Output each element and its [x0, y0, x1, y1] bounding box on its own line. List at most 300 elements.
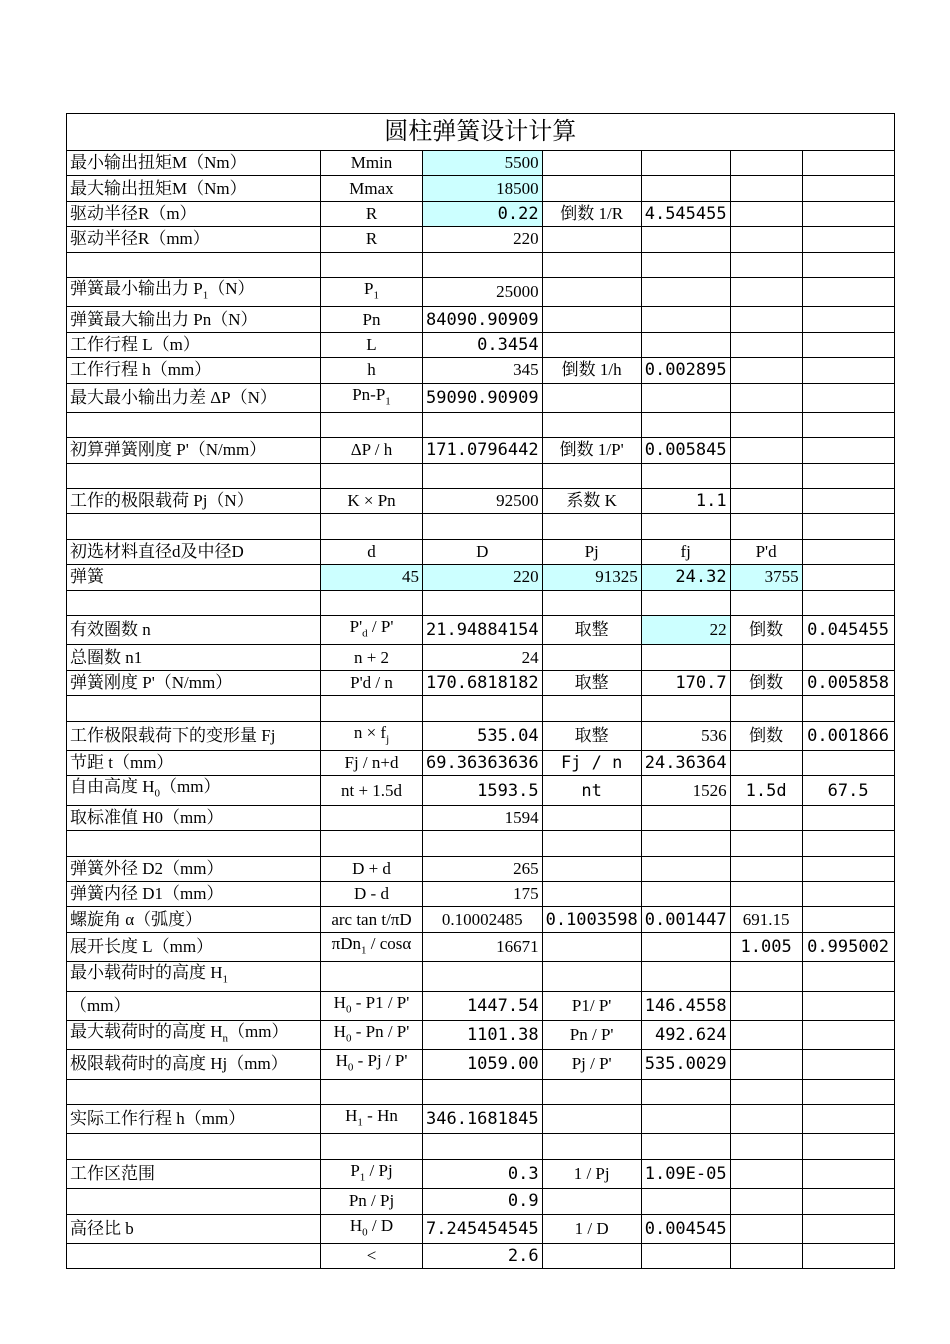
cell-r23-c2[interactable]: [423, 750, 543, 775]
cell-r0-c3[interactable]: [542, 151, 641, 176]
cell-r38-c3[interactable]: [542, 1159, 641, 1188]
cell-r13-c0[interactable]: [67, 489, 321, 514]
cell-r1-c0[interactable]: [67, 176, 321, 201]
cell-r17-c2[interactable]: [423, 590, 543, 615]
cell-r11-c2[interactable]: [423, 438, 543, 463]
cell-r22-c4[interactable]: [641, 721, 730, 750]
cell-r2-c4[interactable]: [641, 201, 730, 226]
cell-r39-c6[interactable]: [802, 1189, 894, 1214]
cell-r21-c2[interactable]: [423, 696, 543, 721]
cell-r6-c2[interactable]: [423, 307, 543, 332]
cell-r1-c1[interactable]: [321, 176, 423, 201]
cell-r35-c2[interactable]: [423, 1079, 543, 1104]
cell-r26-c1[interactable]: [321, 831, 423, 856]
cell-r29-c0[interactable]: [67, 907, 321, 932]
cell-r30-c2[interactable]: [423, 932, 543, 961]
cell-r40-c3[interactable]: [542, 1214, 641, 1243]
cell-r8-c1[interactable]: [321, 358, 423, 383]
cell-r6-c6[interactable]: [802, 307, 894, 332]
cell-r8-c2[interactable]: [423, 358, 543, 383]
cell-r35-c0[interactable]: [67, 1079, 321, 1104]
cell-r4-c1[interactable]: [321, 252, 423, 277]
cell-r33-c1[interactable]: [321, 1020, 423, 1049]
cell-r1-c6[interactable]: [802, 176, 894, 201]
cell-r34-c2[interactable]: [423, 1050, 543, 1079]
cell-r26-c6[interactable]: [802, 831, 894, 856]
cell-r32-c4[interactable]: [641, 991, 730, 1020]
cell-r38-c0[interactable]: [67, 1159, 321, 1188]
cell-r33-c0[interactable]: [67, 1020, 321, 1049]
cell-r36-c1[interactable]: [321, 1105, 423, 1134]
cell-r32-c2[interactable]: [423, 991, 543, 1020]
cell-r20-c1[interactable]: [321, 670, 423, 695]
cell-r0-c1[interactable]: [321, 151, 423, 176]
cell-r29-c5[interactable]: [730, 907, 802, 932]
cell-r34-c3[interactable]: [542, 1050, 641, 1079]
cell-r23-c3[interactable]: [542, 750, 641, 775]
cell-r9-c6[interactable]: [802, 383, 894, 412]
cell-text: 实际工作行程 h（mm）: [70, 1109, 246, 1129]
cell-r8-c0[interactable]: [67, 358, 321, 383]
cell-r5-c4[interactable]: [641, 277, 730, 306]
cell-r8-c5[interactable]: [730, 358, 802, 383]
cell-r5-c3[interactable]: [542, 277, 641, 306]
cell-r2-c3[interactable]: [542, 201, 641, 226]
cell-r20-c2[interactable]: [423, 670, 543, 695]
cell-r16-c2[interactable]: [423, 565, 543, 590]
cell-r37-c3[interactable]: [542, 1134, 641, 1159]
cell-r28-c3[interactable]: [542, 881, 641, 906]
cell-r0-c6[interactable]: [802, 151, 894, 176]
cell-r19-c1[interactable]: [321, 645, 423, 670]
cell-r18-c2[interactable]: [423, 616, 543, 645]
cell-r26-c3[interactable]: [542, 831, 641, 856]
cell-r27-c0[interactable]: [67, 856, 321, 881]
cell-r29-c6[interactable]: [802, 907, 894, 932]
cell-r24-c5[interactable]: [730, 776, 802, 805]
cell-r17-c6[interactable]: [802, 590, 894, 615]
cell-text: 初算弹簧刚度 P'（N/mm）: [70, 440, 267, 460]
cell-r35-c5[interactable]: [730, 1079, 802, 1104]
cell-r0-c0[interactable]: [67, 151, 321, 176]
cell-r33-c6[interactable]: [802, 1020, 894, 1049]
cell-r3-c6[interactable]: [802, 227, 894, 252]
cell-r15-c2[interactable]: [423, 539, 543, 564]
cell-r11-c5[interactable]: [730, 438, 802, 463]
cell-r18-c6[interactable]: [802, 616, 894, 645]
cell-r25-c0[interactable]: [67, 805, 321, 830]
cell-r12-c1[interactable]: [321, 463, 423, 488]
cell-r23-c5[interactable]: [730, 750, 802, 775]
cell-r40-c4[interactable]: [641, 1214, 730, 1243]
cell-r20-c4[interactable]: [641, 670, 730, 695]
cell-text: 自由高度 H: [70, 777, 155, 797]
cell-r2-c5[interactable]: [730, 201, 802, 226]
cell-r33-c2[interactable]: [423, 1020, 543, 1049]
cell-r30-c5[interactable]: [730, 932, 802, 961]
cell-r19-c3[interactable]: [542, 645, 641, 670]
cell-r38-c4[interactable]: [641, 1159, 730, 1188]
cell-r34-c5[interactable]: [730, 1050, 802, 1079]
cell-r9-c4[interactable]: [641, 383, 730, 412]
cell-r41-c4[interactable]: [641, 1244, 730, 1269]
cell-r41-c5[interactable]: [730, 1244, 802, 1269]
cell-r11-c3[interactable]: [542, 438, 641, 463]
cell-r6-c0[interactable]: [67, 307, 321, 332]
cell-r20-c3[interactable]: [542, 670, 641, 695]
cell-r32-c5[interactable]: [730, 991, 802, 1020]
cell-r35-c3[interactable]: [542, 1079, 641, 1104]
cell-r41-c6[interactable]: [802, 1244, 894, 1269]
cell-r19-c2[interactable]: [423, 645, 543, 670]
cell-r27-c6[interactable]: [802, 856, 894, 881]
cell-r16-c1[interactable]: [321, 565, 423, 590]
cell-r23-c1[interactable]: [321, 750, 423, 775]
cell-r25-c2[interactable]: [423, 805, 543, 830]
cell-r28-c5[interactable]: [730, 881, 802, 906]
cell-r11-c6[interactable]: [802, 438, 894, 463]
cell-text: H: [349, 1215, 363, 1235]
cell-r26-c2[interactable]: [423, 831, 543, 856]
cell-r9-c3[interactable]: [542, 383, 641, 412]
cell-r31-c4[interactable]: [641, 962, 730, 991]
cell-r19-c0[interactable]: [67, 645, 321, 670]
cell-r39-c3[interactable]: [542, 1189, 641, 1214]
cell-r38-c6[interactable]: [802, 1159, 894, 1188]
cell-r7-c1[interactable]: [321, 332, 423, 357]
table-row: [67, 750, 895, 775]
cell-r4-c3[interactable]: [542, 252, 641, 277]
cell-r16-c5[interactable]: [730, 565, 802, 590]
cell-r36-c4[interactable]: [641, 1105, 730, 1134]
cell-r32-c1[interactable]: [321, 991, 423, 1020]
cell-r39-c4[interactable]: [641, 1189, 730, 1214]
cell-r25-c6[interactable]: [802, 805, 894, 830]
cell-r26-c0[interactable]: [67, 831, 321, 856]
cell-r9-c0[interactable]: [67, 383, 321, 412]
cell-r6-c3[interactable]: [542, 307, 641, 332]
cell-r3-c2[interactable]: [423, 227, 543, 252]
cell-r30-c1[interactable]: [321, 932, 423, 961]
cell-r11-c4[interactable]: [641, 438, 730, 463]
cell-r10-c3[interactable]: [542, 412, 641, 437]
cell-r14-c2[interactable]: [423, 514, 543, 539]
cell-r11-c1[interactable]: [321, 438, 423, 463]
cell-r32-c0[interactable]: [67, 991, 321, 1020]
cell-r18-c5[interactable]: [730, 616, 802, 645]
cell-r2-c6[interactable]: [802, 201, 894, 226]
cell-text: 265: [513, 858, 539, 878]
cell-r10-c0[interactable]: [67, 412, 321, 437]
cell-r27-c3[interactable]: [542, 856, 641, 881]
cell-r24-c6[interactable]: [802, 776, 894, 805]
cell-r4-c5[interactable]: [730, 252, 802, 277]
cell-r23-c6[interactable]: [802, 750, 894, 775]
cell-r10-c5[interactable]: [730, 412, 802, 437]
cell-r37-c1[interactable]: [321, 1134, 423, 1159]
cell-r14-c1[interactable]: [321, 514, 423, 539]
cell-r26-c5[interactable]: [730, 831, 802, 856]
cell-r20-c5[interactable]: [730, 670, 802, 695]
cell-r15-c5[interactable]: [730, 539, 802, 564]
cell-r0-c5[interactable]: [730, 151, 802, 176]
cell-r8-c3[interactable]: [542, 358, 641, 383]
cell-r36-c3[interactable]: [542, 1105, 641, 1134]
cell-r19-c4[interactable]: [641, 645, 730, 670]
cell-r40-c0[interactable]: [67, 1214, 321, 1243]
cell-r17-c1[interactable]: [321, 590, 423, 615]
cell-r5-c1[interactable]: [321, 277, 423, 306]
cell-r3-c4[interactable]: [641, 227, 730, 252]
cell-r19-c5[interactable]: [730, 645, 802, 670]
cell-r18-c4[interactable]: [641, 616, 730, 645]
cell-r15-c0[interactable]: [67, 539, 321, 564]
cell-r7-c4[interactable]: [641, 332, 730, 357]
cell-r29-c4[interactable]: [641, 907, 730, 932]
cell-r22-c0[interactable]: [67, 721, 321, 750]
cell-r8-c4[interactable]: [641, 358, 730, 383]
cell-r18-c3[interactable]: [542, 616, 641, 645]
cell-r32-c6[interactable]: [802, 991, 894, 1020]
cell-r10-c6[interactable]: [802, 412, 894, 437]
cell-r37-c4[interactable]: [641, 1134, 730, 1159]
cell-r6-c1[interactable]: [321, 307, 423, 332]
cell-r24-c4[interactable]: [641, 776, 730, 805]
cell-r27-c2[interactable]: [423, 856, 543, 881]
cell-r2-c0[interactable]: [67, 201, 321, 226]
cell-r40-c2[interactable]: [423, 1214, 543, 1243]
cell-r19-c6[interactable]: [802, 645, 894, 670]
cell-r12-c6[interactable]: [802, 463, 894, 488]
cell-r10-c4[interactable]: [641, 412, 730, 437]
cell-r37-c0[interactable]: [67, 1134, 321, 1159]
cell-r31-c2[interactable]: [423, 962, 543, 991]
cell-r37-c2[interactable]: [423, 1134, 543, 1159]
cell-r0-c2[interactable]: [423, 151, 543, 176]
cell-r14-c0[interactable]: [67, 514, 321, 539]
cell-r38-c5[interactable]: [730, 1159, 802, 1188]
cell-r40-c5[interactable]: [730, 1214, 802, 1243]
cell-r4-c0[interactable]: [67, 252, 321, 277]
cell-r33-c5[interactable]: [730, 1020, 802, 1049]
cell-r21-c5[interactable]: [730, 696, 802, 721]
cell-r7-c3[interactable]: [542, 332, 641, 357]
cell-r31-c3[interactable]: [542, 962, 641, 991]
cell-r11-c0[interactable]: [67, 438, 321, 463]
cell-r40-c6[interactable]: [802, 1214, 894, 1243]
cell-r3-c3[interactable]: [542, 227, 641, 252]
cell-r25-c5[interactable]: [730, 805, 802, 830]
cell-r39-c1[interactable]: [321, 1189, 423, 1214]
cell-r34-c1[interactable]: [321, 1050, 423, 1079]
cell-r5-c0[interactable]: [67, 277, 321, 306]
cell-r7-c2[interactable]: [423, 332, 543, 357]
cell-r28-c4[interactable]: [641, 881, 730, 906]
cell-r24-c1[interactable]: [321, 776, 423, 805]
cell-r7-c0[interactable]: [67, 332, 321, 357]
cell-r21-c6[interactable]: [802, 696, 894, 721]
cell-r15-c1[interactable]: [321, 539, 423, 564]
cell-r10-c1[interactable]: [321, 412, 423, 437]
cell-r18-c1[interactable]: [321, 616, 423, 645]
cell-r41-c3[interactable]: [542, 1244, 641, 1269]
cell-r9-c5[interactable]: [730, 383, 802, 412]
cell-r39-c5[interactable]: [730, 1189, 802, 1214]
cell-r14-c6[interactable]: [802, 514, 894, 539]
cell-r28-c2[interactable]: [423, 881, 543, 906]
cell-r27-c5[interactable]: [730, 856, 802, 881]
cell-r7-c5[interactable]: [730, 332, 802, 357]
cell-r13-c4[interactable]: [641, 489, 730, 514]
cell-r1-c5[interactable]: [730, 176, 802, 201]
cell-r4-c2[interactable]: [423, 252, 543, 277]
cell-r21-c0[interactable]: [67, 696, 321, 721]
cell-r13-c5[interactable]: [730, 489, 802, 514]
cell-r28-c0[interactable]: [67, 881, 321, 906]
cell-r16-c4[interactable]: [641, 565, 730, 590]
cell-r30-c4[interactable]: [641, 932, 730, 961]
cell-r34-c0[interactable]: [67, 1050, 321, 1079]
cell-r31-c1[interactable]: [321, 962, 423, 991]
cell-r22-c1[interactable]: [321, 721, 423, 750]
cell-r41-c1[interactable]: [321, 1244, 423, 1269]
cell-r23-c4[interactable]: [641, 750, 730, 775]
cell-r1-c4[interactable]: [641, 176, 730, 201]
cell-r3-c0[interactable]: [67, 227, 321, 252]
cell-r30-c3[interactable]: [542, 932, 641, 961]
cell-r20-c0[interactable]: [67, 670, 321, 695]
cell-r31-c0[interactable]: [67, 962, 321, 991]
cell-r21-c1[interactable]: [321, 696, 423, 721]
cell-r33-c4[interactable]: [641, 1020, 730, 1049]
cell-r29-c1[interactable]: [321, 907, 423, 932]
cell-r38-c2[interactable]: [423, 1159, 543, 1188]
cell-r37-c5[interactable]: [730, 1134, 802, 1159]
cell-r31-c5[interactable]: [730, 962, 802, 991]
cell-r6-c5[interactable]: [730, 307, 802, 332]
cell-r0-c4[interactable]: [641, 151, 730, 176]
cell-r12-c4[interactable]: [641, 463, 730, 488]
cell-r8-c6[interactable]: [802, 358, 894, 383]
cell-r9-c1[interactable]: [321, 383, 423, 412]
cell-r21-c4[interactable]: [641, 696, 730, 721]
cell-r26-c4[interactable]: [641, 831, 730, 856]
cell-r15-c3[interactable]: [542, 539, 641, 564]
cell-r14-c3[interactable]: [542, 514, 641, 539]
cell-r35-c6[interactable]: [802, 1079, 894, 1104]
cell-r38-c1[interactable]: [321, 1159, 423, 1188]
cell-r1-c2[interactable]: [423, 176, 543, 201]
cell-r29-c2[interactable]: [423, 907, 543, 932]
cell-r2-c1[interactable]: [321, 201, 423, 226]
cell-r14-c4[interactable]: [641, 514, 730, 539]
cell-r25-c3[interactable]: [542, 805, 641, 830]
cell-r25-c1[interactable]: [321, 805, 423, 830]
cell-r37-c6[interactable]: [802, 1134, 894, 1159]
cell-r34-c4[interactable]: [641, 1050, 730, 1079]
cell-r22-c5[interactable]: [730, 721, 802, 750]
cell-r27-c4[interactable]: [641, 856, 730, 881]
cell-r41-c0[interactable]: [67, 1244, 321, 1269]
cell-r40-c1[interactable]: [321, 1214, 423, 1243]
cell-r30-c6[interactable]: [802, 932, 894, 961]
cell-r36-c5[interactable]: [730, 1105, 802, 1134]
cell-r24-c2[interactable]: [423, 776, 543, 805]
cell-r17-c4[interactable]: [641, 590, 730, 615]
cell-r5-c2[interactable]: [423, 277, 543, 306]
cell-r2-c2[interactable]: [423, 201, 543, 226]
cell-r27-c1[interactable]: [321, 856, 423, 881]
cell-r32-c3[interactable]: [542, 991, 641, 1020]
cell-r28-c6[interactable]: [802, 881, 894, 906]
cell-r15-c6[interactable]: [802, 539, 894, 564]
cell-r18-c0[interactable]: [67, 616, 321, 645]
cell-r4-c6[interactable]: [802, 252, 894, 277]
cell-r12-c5[interactable]: [730, 463, 802, 488]
cell-r35-c1[interactable]: [321, 1079, 423, 1104]
cell-r5-c5[interactable]: [730, 277, 802, 306]
cell-r41-c2[interactable]: [423, 1244, 543, 1269]
cell-r13-c1[interactable]: [321, 489, 423, 514]
cell-r31-c6[interactable]: [802, 962, 894, 991]
cell-r17-c0[interactable]: [67, 590, 321, 615]
cell-r24-c3[interactable]: [542, 776, 641, 805]
cell-r12-c0[interactable]: [67, 463, 321, 488]
cell-r22-c3[interactable]: [542, 721, 641, 750]
cell-r34-c6[interactable]: [802, 1050, 894, 1079]
cell-r12-c2[interactable]: [423, 463, 543, 488]
cell-r25-c4[interactable]: [641, 805, 730, 830]
cell-r39-c0[interactable]: [67, 1189, 321, 1214]
cell-r29-c3[interactable]: [542, 907, 641, 932]
cell-r30-c0[interactable]: [67, 932, 321, 961]
cell-r28-c1[interactable]: [321, 881, 423, 906]
cell-r17-c3[interactable]: [542, 590, 641, 615]
cell-r5-c6[interactable]: [802, 277, 894, 306]
cell-r1-c3[interactable]: [542, 176, 641, 201]
cell-r6-c4[interactable]: [641, 307, 730, 332]
cell-r20-c6[interactable]: [802, 670, 894, 695]
cell-r12-c3[interactable]: [542, 463, 641, 488]
cell-r22-c2[interactable]: [423, 721, 543, 750]
cell-r13-c3[interactable]: [542, 489, 641, 514]
cell-r16-c6[interactable]: [802, 565, 894, 590]
cell-r9-c2[interactable]: [423, 383, 543, 412]
cell-r24-c0[interactable]: [67, 776, 321, 805]
cell-r33-c3[interactable]: [542, 1020, 641, 1049]
cell-r16-c3[interactable]: [542, 565, 641, 590]
cell-r35-c4[interactable]: [641, 1079, 730, 1104]
cell-r4-c4[interactable]: [641, 252, 730, 277]
cell-r39-c2[interactable]: [423, 1189, 543, 1214]
cell-r10-c2[interactable]: [423, 412, 543, 437]
cell-r21-c3[interactable]: [542, 696, 641, 721]
cell-r3-c1[interactable]: [321, 227, 423, 252]
cell-r3-c5[interactable]: [730, 227, 802, 252]
cell-r14-c5[interactable]: [730, 514, 802, 539]
cell-r17-c5[interactable]: [730, 590, 802, 615]
cell-r13-c2[interactable]: [423, 489, 543, 514]
cell-r13-c6[interactable]: [802, 489, 894, 514]
cell-r22-c6[interactable]: [802, 721, 894, 750]
cell-r36-c2[interactable]: [423, 1105, 543, 1134]
cell-r23-c0[interactable]: [67, 750, 321, 775]
cell-r15-c4[interactable]: [641, 539, 730, 564]
cell-r36-c0[interactable]: [67, 1105, 321, 1134]
cell-r7-c6[interactable]: [802, 332, 894, 357]
cell-r16-c0[interactable]: [67, 565, 321, 590]
cell-r36-c6[interactable]: [802, 1105, 894, 1134]
